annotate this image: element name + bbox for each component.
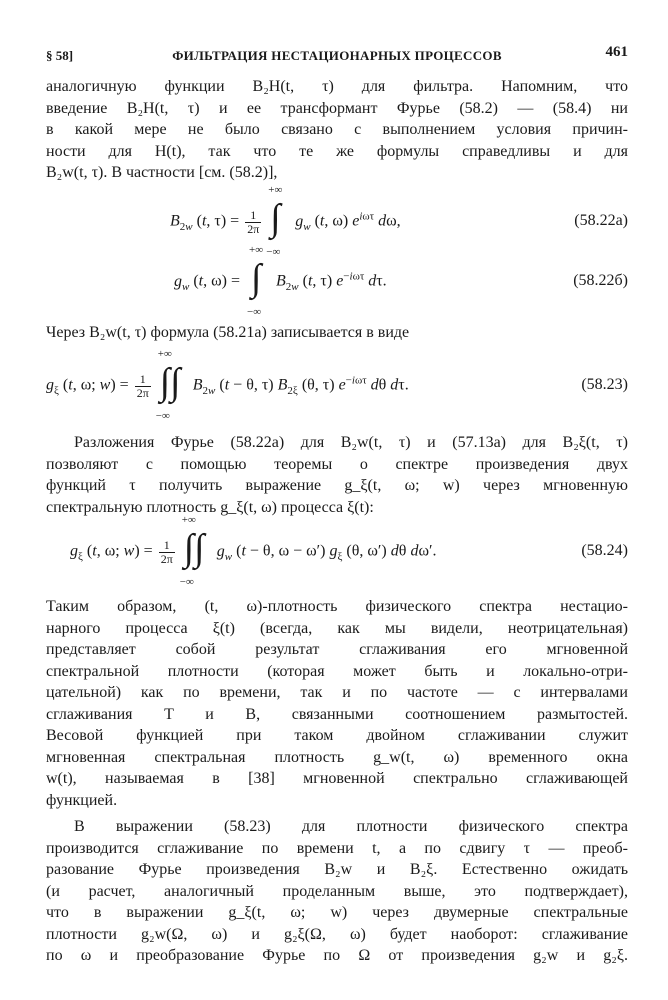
text-line: плотности g₂w(Ω, ω) и g₂ξ(Ω, ω) будет наоборот: сглаживание — [46, 925, 628, 943]
text-line: w(t), называемая в [38] мгновенной спектрально сглаживающей — [46, 770, 628, 787]
text-line: в какой мере не было связано с выполнением условия причин- — [46, 121, 628, 138]
text-line: (и расчет, аналогичный проделанным выше, это подтверждает), — [46, 882, 628, 900]
paragraph-1 — [46, 76, 628, 184]
equation-number: (58.23) — [581, 376, 628, 393]
section-number: § 58] — [46, 48, 74, 63]
text-line: разование Фурье произведения B₂w и B₂ξ. Естественно ожидать — [46, 861, 628, 878]
text-line: Таким образом, (t, ω)-плотность физического спектра нестацио- — [46, 598, 628, 615]
paragraph-5 — [46, 816, 628, 967]
text-line: Через B₂w(t, τ) формула (58.21а) записывается в виде — [46, 324, 410, 341]
equation-58-24 — [46, 514, 628, 588]
text-line: сглаживания T и B, связанными соотношением размытостей. — [46, 705, 628, 723]
equation-58-23 — [46, 348, 628, 422]
equation-58-22a — [46, 184, 628, 258]
text-line: функцией. — [46, 791, 118, 809]
paragraph-4 — [46, 596, 628, 811]
text-line: позволяют с помощью теоремы о спектре произведения двух — [46, 455, 628, 473]
running-header — [46, 44, 628, 70]
text-line: введение B₂H(t, τ) и ее трансформант Фурье (58.2) — (58.4) ни — [46, 99, 628, 117]
text-line: мгновенная спектральная плотность g_w(t, ω) временного окна — [46, 748, 628, 766]
text-line: представляет собой результат сглаживания его мгновенной — [46, 641, 628, 658]
text-line: производится сглаживание по времени t, а по сдвигу τ — преоб- — [46, 839, 628, 857]
equation-number: (58.22б) — [573, 272, 628, 289]
page-number: 461 — [605, 44, 628, 60]
text-line: Весовой функцией при таком двойном сглаживании служит — [46, 727, 628, 744]
text-line: спектральную плотность g_ξ(t, ω) процесса ξ(t): — [46, 498, 374, 516]
paragraph-3 — [46, 432, 628, 518]
text-line: что в выражении g_ξ(t, ω; w) через двумерные спектральные — [46, 904, 628, 921]
paragraph-2 — [46, 322, 628, 344]
text-line: Разложения Фурье (58.22а) для B₂w(t, τ) и (57.13а) для B₂ξ(t, τ) — [74, 434, 628, 451]
equation-body: $g_\xi$ (t, ω; w) = $\frac{1}{2\pi}$ +∞ ∫∫ −∞ $g_w$ (t − θ, ω − ω′) $g_\xi$ (θ, ω′) dθ dω′. — [70, 514, 437, 588]
text-line: нарного процесса ξ(t) (всегда, как мы видели, неотрицательная) — [46, 619, 628, 637]
text-line: по ω и преобразование Фурье по Ω от произведения g₂w и g₂ξ. — [46, 947, 628, 964]
equation-number: (58.24) — [581, 542, 628, 559]
text-line: В выражении (58.23) для плотности физического спектра — [74, 818, 628, 835]
text-line: функций τ получить выражение g_ξ(t, ω; w) через мгновенную — [46, 477, 628, 494]
equation-body: $B_{2w}$ (t, τ) = $\frac{1}{2\pi}$ +∞ ∫ −∞ $g_w$ (t, ω) $e^{i\omega\tau}$ dω, — [170, 184, 401, 258]
equation-58-22b — [46, 244, 628, 318]
text-line: цательной) как по времени, так и по частоте — с интервалами — [46, 684, 628, 701]
equation-number: (58.22а) — [574, 212, 628, 229]
equation-body: $g_\xi$ (t, ω; w) = $\frac{1}{2\pi}$ +∞ ∫∫ −∞ $B_{2w}$ (t − θ, τ) $B_{2\xi}$ (θ, τ) $e^{-i\omega\tau}$ dθ dτ. — [46, 348, 409, 422]
text-line: спектральной плотности (которая может быть и локально-отри- — [46, 662, 628, 680]
equation-body: $g_w$ (t, ω) = +∞ ∫ −∞ $B_{2w}$ (t, τ) $e^{-i\omega\tau}$ dτ. — [174, 244, 387, 318]
running-title: ФИЛЬТРАЦИЯ НЕСТАЦИОНАРНЫХ ПРОЦЕССОВ — [172, 48, 502, 63]
text-line: B₂w(t, τ). В частности [см. (58.2)], — [46, 164, 278, 181]
text-line: ности для H(t), так что те же формулы справедливы и для — [46, 142, 628, 160]
text-line: аналогичную функции B₂H(t, τ) для фильтра. Напомним, что — [46, 78, 628, 95]
